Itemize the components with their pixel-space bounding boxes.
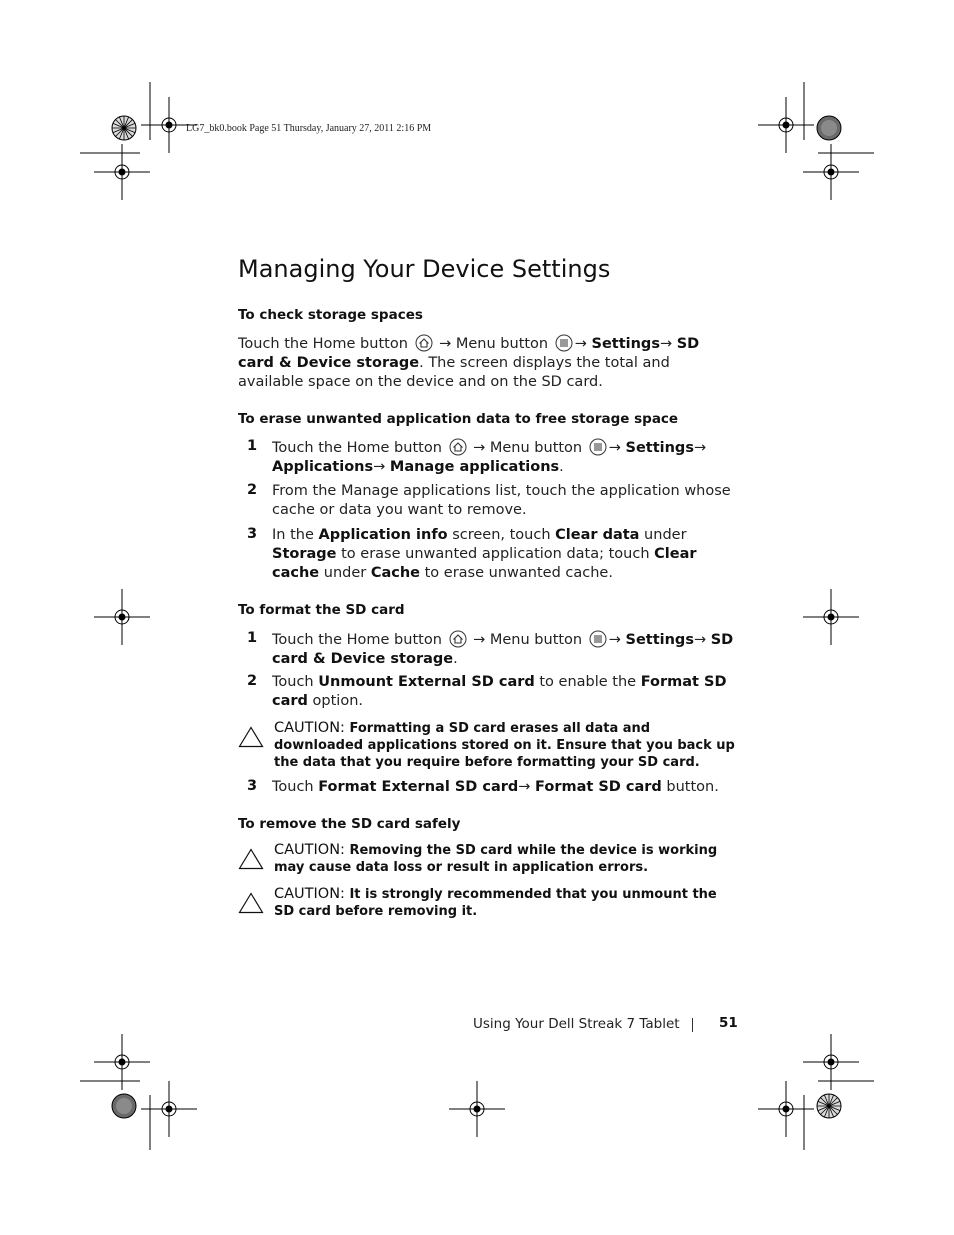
arrow: → [439, 336, 452, 352]
arrow: → [373, 459, 386, 475]
arrow: → [693, 632, 707, 648]
arrow: → [473, 632, 486, 648]
text-touch-home: Touch the Home button [272, 440, 442, 456]
step-erase-1 [272, 438, 738, 477]
text-segment: screen, touch [447, 527, 556, 543]
text-segment: to enable the [534, 674, 641, 690]
caution-format [274, 720, 740, 771]
page-number: 51 [719, 1015, 738, 1031]
step-number: 2 [247, 482, 258, 498]
arrow: → [608, 440, 621, 456]
step-erase-2: From the Manage applications list, touch the application whose cache or data you want to remove. [272, 483, 731, 518]
text-format-sd: Format SD card [272, 674, 727, 709]
text-manage-applications: Manage applications [389, 459, 560, 475]
footer-running-title: Using Your Dell Streak 7 Tablet [473, 1016, 680, 1032]
text-storage-description: . The screen displays the total and available space on the device and on the SD card. [238, 355, 670, 390]
section-heading-format-sd: To format the SD card [238, 602, 405, 618]
text-settings: Settings [591, 336, 660, 352]
arrow: → [659, 336, 673, 352]
page-title: Managing Your Device Settings [238, 255, 611, 283]
text-segment: In the [272, 527, 319, 543]
text-cache: Cache [370, 565, 421, 581]
section-check-storage-text [238, 334, 738, 392]
text-period: . [453, 651, 458, 667]
text-segment: option. [307, 693, 363, 709]
home-icon [449, 630, 467, 648]
step-number: 2 [247, 673, 258, 689]
text-settings: Settings [625, 632, 694, 648]
text-touch-home: Touch the Home button [238, 336, 408, 352]
text-unmount-sd: Unmount External SD card [318, 674, 535, 690]
step-format-3 [272, 778, 738, 797]
arrow: → [518, 779, 531, 795]
text-segment: to erase unwanted application data; touch [336, 546, 655, 562]
menu-icon [589, 438, 607, 456]
step-number: 1 [247, 438, 258, 454]
arrow: → [608, 632, 621, 648]
arrow: → [574, 336, 587, 352]
menu-icon [555, 334, 573, 352]
step-format-1 [272, 630, 738, 669]
home-icon [415, 334, 433, 352]
section-heading-remove-sd: To remove the SD card safely [238, 816, 461, 832]
step-number: 1 [247, 630, 258, 646]
step-number: 3 [247, 778, 258, 794]
text-sd-card-storage: SD card & Device storage [238, 336, 700, 371]
text-menu-button: Menu button [455, 336, 549, 352]
text-segment: Touch [272, 674, 319, 690]
caution-text: Formatting a SD card erases all data and downloaded applications stored on it. Ensure that you back up the data that you require before formatting your SD card. [274, 721, 735, 770]
section-heading-erase-data: To erase unwanted application data to free storage space [238, 411, 679, 427]
text-segment: button. [661, 779, 719, 795]
caution-label: CAUTION: [274, 842, 345, 858]
caution-icon [238, 848, 264, 870]
arrow: → [473, 440, 486, 456]
caution-remove-1 [274, 842, 740, 876]
caution-remove-2 [274, 886, 740, 920]
caution-label: CAUTION: [274, 720, 345, 736]
text-applications: Applications [272, 459, 374, 475]
text-period: . [559, 459, 564, 475]
text-settings: Settings [625, 440, 694, 456]
text-segment: under [639, 527, 687, 543]
text-segment: under [319, 565, 371, 581]
caution-icon [238, 726, 264, 748]
step-erase-3 [272, 526, 738, 583]
caution-text: Removing the SD card while the device is working may cause data loss or result in application errors. [274, 843, 718, 875]
text-application-info: Application info [318, 527, 448, 543]
text-format-external-sd: Format External SD card [318, 779, 519, 795]
caution-text: It is strongly recommended that you unmount the SD card before removing it. [274, 887, 717, 919]
menu-icon [589, 630, 607, 648]
text-clear-cache: Clear cache [272, 546, 697, 581]
text-segment: to erase unwanted cache. [420, 565, 613, 581]
home-icon [449, 438, 467, 456]
footer-separator [692, 1018, 693, 1032]
text-storage: Storage [272, 546, 337, 562]
text-segment: Touch [272, 779, 319, 795]
section-heading-check-storage: To check storage spaces [238, 307, 423, 323]
text-menu-button: Menu button [489, 440, 583, 456]
arrow: → [693, 440, 707, 456]
text-format-sd: Format SD card [535, 779, 662, 795]
text-menu-button: Menu button [489, 632, 583, 648]
text-sd-card-storage: SD card & Device storage [272, 632, 734, 667]
caution-icon [238, 892, 264, 914]
text-clear-data: Clear data [555, 527, 640, 543]
caution-label: CAUTION: [274, 886, 345, 902]
text-touch-home: Touch the Home button [272, 632, 442, 648]
step-number: 3 [247, 526, 258, 542]
step-format-2 [272, 673, 738, 711]
book-info-header: LG7_bk0.book Page 51 Thursday, January 27, 2011 2:16 PM [186, 123, 432, 134]
